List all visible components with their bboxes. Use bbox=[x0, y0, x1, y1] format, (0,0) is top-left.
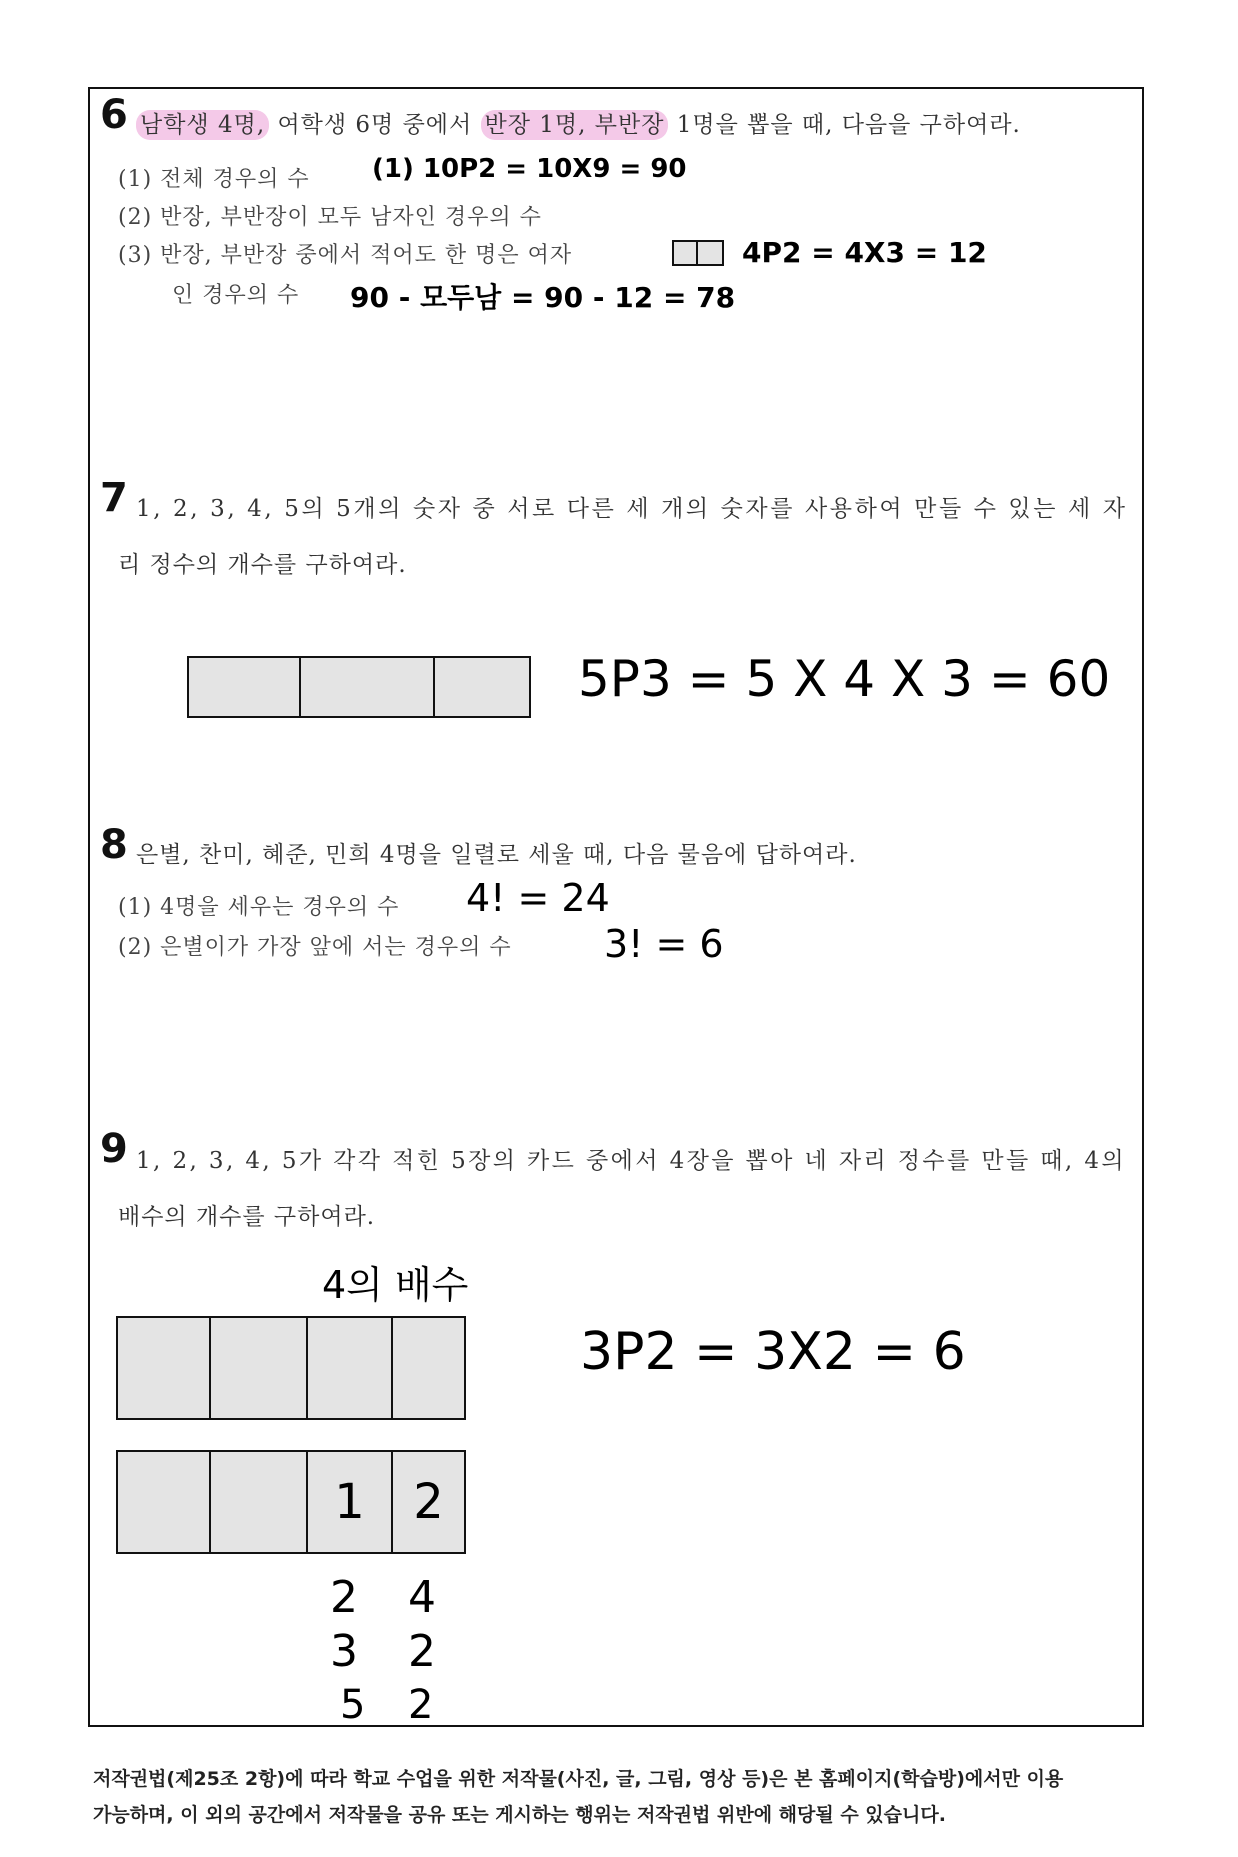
q6-text-tail: 1명을 뽑을 때, 다음을 구하여라. bbox=[668, 112, 1021, 138]
q9-number: 9 bbox=[100, 1126, 128, 1172]
q6-answer1: (1) 10P2 = 10X9 = 90 bbox=[372, 154, 687, 184]
q9-pair1-ones: 4 bbox=[408, 1572, 436, 1623]
q9-answer: 3P2 = 3X2 = 6 bbox=[580, 1322, 966, 1382]
q9-ones-digit: 2 bbox=[413, 1474, 444, 1530]
q9-line1: 1, 2, 3, 4, 5가 각각 적힌 5장의 카드 중에서 4장을 뽑아 네 자리 정수를 만들 때, 4의 bbox=[136, 1148, 1126, 1174]
q9-pair2-tens: 3 bbox=[330, 1626, 358, 1677]
q9-box2-cell bbox=[393, 1452, 464, 1552]
q8-number: 8 bbox=[100, 822, 128, 868]
q9-label: 4의 배수 bbox=[322, 1263, 469, 1307]
q7-box-cell bbox=[189, 658, 301, 716]
q9-box-empty bbox=[116, 1316, 466, 1420]
q8-line1: 은별, 찬미, 혜준, 민희 4명을 일렬로 세울 때, 다음 물음에 답하여라. bbox=[136, 842, 857, 868]
q9-tens-digit: 1 bbox=[334, 1474, 365, 1530]
q9-line2: 배수의 개수를 구하여라. bbox=[118, 1204, 376, 1230]
q6-sub2: (2) 반장, 부반장이 모두 남자인 경우의 수 bbox=[118, 205, 542, 230]
q9-box2-cell bbox=[118, 1452, 211, 1552]
q9-box1-cell bbox=[118, 1318, 211, 1418]
q6-sketch-cell bbox=[698, 242, 722, 264]
q9-box2-cell bbox=[308, 1452, 393, 1552]
q9-box2-cell bbox=[211, 1452, 308, 1552]
q6-highlight-boys: 남학생 4명, bbox=[136, 110, 269, 140]
q8-sub2: (2) 은별이가 가장 앞에 서는 경우의 수 bbox=[118, 935, 512, 960]
q7-line1: 1, 2, 3, 4, 5의 5개의 숫자 중 서로 다른 세 개의 숫자를 사용하여 만들 수 있는 세 자 bbox=[136, 496, 1128, 522]
copyright-line1: 저작권법(제25조 2항)에 따라 학교 수업을 위한 저작물(사진, 글, 그림, 영상 등)은 본 홈페이지(학습방)에서만 이용 bbox=[93, 1768, 1064, 1790]
q8-answer2: 3! = 6 bbox=[604, 922, 724, 966]
q7-line2: 리 정수의 개수를 구하여라. bbox=[118, 552, 407, 578]
q9-box1-cell bbox=[211, 1318, 308, 1418]
q8-sub1: (1) 4명을 세우는 경우의 수 bbox=[118, 895, 400, 920]
q6-sketch-cell bbox=[674, 242, 698, 264]
q6-number: 6 bbox=[100, 92, 128, 138]
q6-sketch-boxes bbox=[672, 240, 724, 266]
q6-sub3b: 인 경우의 수 bbox=[172, 283, 300, 308]
q6-highlight-roles: 반장 1명, 부반장 bbox=[481, 110, 669, 140]
q6-text-mid: 여학생 6명 중에서 bbox=[269, 112, 481, 138]
q6-sub1: (1) 전체 경우의 수 bbox=[118, 167, 310, 192]
q9-pair3-tens: 5 bbox=[340, 1682, 366, 1728]
q7-digit-boxes bbox=[187, 656, 531, 718]
q9-box1-cell bbox=[393, 1318, 464, 1418]
q7-box-cell bbox=[301, 658, 435, 716]
q9-box1-cell bbox=[308, 1318, 393, 1418]
q9-pair3-ones: 2 bbox=[408, 1682, 434, 1728]
q7-answer: 5P3 = 5 X 4 X 3 = 60 bbox=[578, 650, 1111, 708]
q9-pair2-ones: 2 bbox=[408, 1626, 436, 1677]
copyright-line2: 가능하며, 이 외의 공간에서 저작물을 공유 또는 게시하는 행위는 저작권법 위반에 해당될 수 있습니다. bbox=[93, 1804, 946, 1826]
q6-sub3a: (3) 반장, 부반장 중에서 적어도 한 명은 여자 bbox=[118, 243, 573, 268]
q6-text bbox=[136, 106, 1021, 139]
q7-number: 7 bbox=[100, 475, 128, 521]
q9-pair1-tens: 2 bbox=[330, 1572, 358, 1623]
q6-answer3: 90 - 모두남 = 90 - 12 = 78 bbox=[350, 281, 736, 314]
q9-box-filled bbox=[116, 1450, 466, 1554]
q7-box-cell bbox=[435, 658, 529, 716]
q8-answer1: 4! = 24 bbox=[466, 876, 610, 920]
q6-answer2: 4P2 = 4X3 = 12 bbox=[742, 236, 987, 269]
